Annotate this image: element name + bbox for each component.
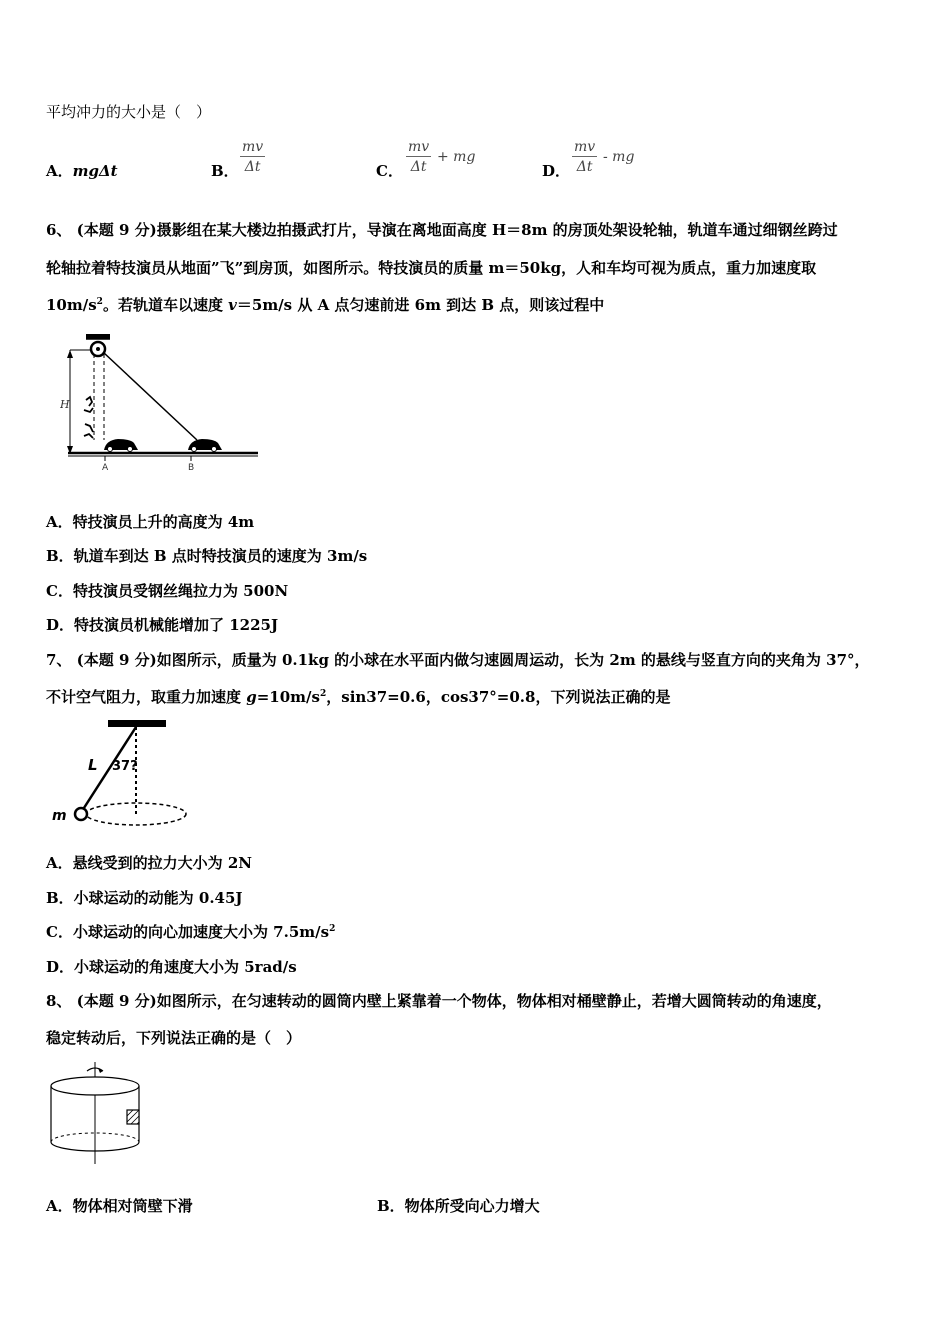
angle-label: 37? — [112, 759, 138, 774]
q5-option-d-tail: - mg — [603, 149, 635, 165]
q6-stem-line-2: 轮轴拉着特技演员从地面”飞”到房顶，如图所示。特技演员的质量 m＝50kg，人和车均可视为质点，重力加速度取 — [46, 259, 817, 277]
ball-icon — [75, 808, 87, 820]
stuntman-icon — [84, 397, 93, 438]
q6-option-d[interactable]: D．特技演员机械能增加了 1225J — [46, 616, 279, 634]
fraction-numerator: mv — [408, 139, 430, 155]
q6-option-c[interactable]: C．特技演员受钢丝绳拉力为 500N — [46, 582, 289, 600]
q5-option-a[interactable] — [46, 161, 118, 181]
q6-figure-pulley-diagram — [60, 332, 260, 472]
q6-stem-part: 。若轨道车以速度 — [102, 296, 229, 314]
q5-option-b-letter[interactable]: B． — [211, 162, 239, 180]
q7-figure-conical-pendulum — [50, 718, 200, 833]
q8-option-b[interactable]: B．物体所受向心力增大 — [377, 1197, 540, 1215]
q7-g-symbol: g — [246, 688, 257, 706]
q8-option-a[interactable]: A．物体相对筒壁下滑 — [46, 1197, 193, 1215]
q8-figure-rotating-cylinder — [46, 1060, 146, 1166]
q5-option-a-text: mgΔt — [72, 162, 118, 180]
point-b-label: B — [188, 463, 195, 472]
q6-stem-line-1: 6、 (本题 9 分)摄影组在某大楼边拍摄武打片，导演在离地面高度 H＝8m 的房顶处架设轮轴，轨道车通过细钢丝跨过 — [46, 221, 838, 239]
q6-g-exponent: 2 — [96, 297, 103, 307]
q5-option-d-letter[interactable]: D． — [542, 162, 571, 180]
q6-stem-part-2: ＝5m/s 从 A 点匀速前进 6m 到达 B 点，则该过程中 — [236, 296, 605, 314]
q5-option-c-tail: + mg — [437, 149, 476, 165]
q7-option-c-exponent: 2 — [329, 924, 336, 934]
q5-stem: 平均冲力的大小是（ ） — [46, 103, 212, 121]
q7-stem-line-2 — [46, 687, 670, 707]
q7-option-b[interactable]: B．小球运动的动能为 0.45J — [46, 889, 243, 907]
q5-option-c-letter[interactable]: C． — [376, 162, 403, 180]
fraction-denominator: Δt — [244, 159, 261, 175]
height-label: H — [60, 398, 70, 411]
q6-option-b[interactable]: B．轨道车到达 B 点时特技演员的速度为 3m/s — [46, 547, 368, 565]
q8-stem-line-2: 稳定转动后，下列说法正确的是（ ） — [46, 1029, 302, 1047]
fraction-numerator: mv — [242, 139, 264, 155]
q7-option-c[interactable] — [46, 922, 335, 942]
q7-option-c-text: C．小球运动的向心加速度大小为 7.5m/s — [46, 923, 330, 941]
ceiling-support — [108, 720, 166, 727]
q7-stem-part-2: ，sin37=0.6，cos37°=0.8，下列说法正确的是 — [326, 688, 671, 706]
q7-stem-line-1: 7、 (本题 9 分)如图所示，质量为 0.1kg 的小球在水平面内做匀速圆周运动，长为 2m 的悬线与竖直方向的夹角为 37°， — [46, 651, 870, 669]
q7-option-d[interactable]: D．小球运动的角速度大小为 5rad/s — [46, 958, 297, 976]
length-label: L — [88, 756, 98, 774]
q8-stem-line-1: 8、 (本题 9 分)如图所示，在匀速转动的圆筒内壁上紧靠着一个物体，物体相对桶壁静止，若增大圆筒转动的角速度， — [46, 992, 832, 1010]
q5-option-b-fraction — [240, 138, 265, 177]
q7-g-value: =10m/s — [256, 688, 320, 706]
fraction-denominator: Δt — [410, 159, 427, 175]
q7-g-exponent: 2 — [319, 689, 327, 699]
cylinder-top — [51, 1077, 139, 1095]
q7-stem-part: 不计空气阻力，取重力加速度 — [46, 688, 247, 706]
q5-option-d-fraction — [572, 138, 597, 177]
q5-option-c-fraction — [406, 138, 431, 177]
q6-option-a[interactable]: A．特技演员上升的高度为 4m — [46, 513, 255, 531]
mass-label: m — [52, 808, 67, 824]
point-a-label: A — [102, 463, 109, 472]
q6-v-symbol: v — [228, 296, 237, 314]
fraction-denominator: Δt — [576, 159, 593, 175]
q6-g-value: 10m/s — [46, 296, 97, 314]
fraction-numerator: mv — [574, 139, 596, 155]
q7-option-a[interactable]: A．悬线受到的拉力大小为 2N — [46, 854, 253, 872]
q5-option-a-letter: A． — [46, 162, 73, 180]
q6-stem-line-3 — [46, 295, 604, 315]
